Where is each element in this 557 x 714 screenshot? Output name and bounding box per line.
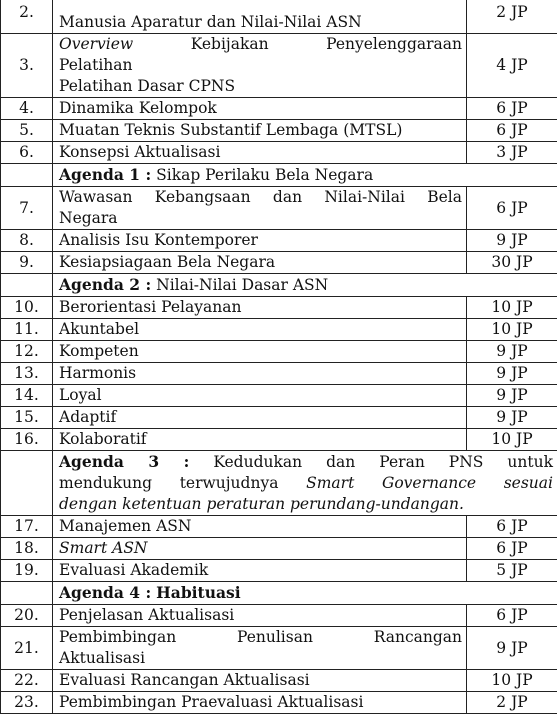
row-subject: Harmonis	[53, 363, 467, 385]
row-subject: Evaluasi Rancangan Aktualisasi	[53, 670, 467, 692]
agenda-row	[1, 274, 557, 297]
row-number: 8.	[1, 230, 53, 252]
row-subject: Wawasan Kebangsaan dan Nilai-Nilai Bela Negara	[53, 187, 467, 230]
table-row	[1, 560, 557, 582]
row-number: 9.	[1, 252, 53, 274]
row-number: 23.	[1, 692, 53, 714]
row-subject: Akuntabel	[53, 319, 467, 341]
row-subject: Overview Kebijakan Penyelenggaraan Pelatihan Pelatihan Dasar CPNS	[53, 34, 467, 98]
row-jp: 10 JP	[467, 319, 557, 341]
row-number: 14.	[1, 385, 53, 407]
row-subject: Analisis Isu Kontemporer	[53, 230, 467, 252]
row-jp: 9 JP	[467, 230, 557, 252]
table-row	[1, 516, 557, 538]
table-row	[1, 98, 557, 120]
row-number: 11.	[1, 319, 53, 341]
row-number: 18.	[1, 538, 53, 560]
row-subject: Kesiapsiagaan Bela Negara	[53, 252, 467, 274]
row-subject: Evaluasi Akademik	[53, 560, 467, 582]
row-subject: Penjelasan Aktualisasi	[53, 605, 467, 627]
row-subject: Dinamika Kelompok	[53, 98, 467, 120]
row-jp: 9 JP	[467, 341, 557, 363]
row-jp: 4 JP	[467, 34, 557, 98]
table-row	[1, 385, 557, 407]
agenda-heading: Agenda 2 : Nilai-Nilai Dasar ASN	[53, 274, 557, 297]
row-subject: Loyal	[53, 385, 467, 407]
row-number: 15.	[1, 407, 53, 429]
table-row	[1, 538, 557, 560]
row-subject: Manusia Aparatur dan Nilai-Nilai ASN	[53, 0, 467, 34]
row-number: 6.	[1, 142, 53, 164]
row-number: 20.	[1, 605, 53, 627]
row-jp: 10 JP	[467, 670, 557, 692]
row-subject: Berorientasi Pelayanan	[53, 297, 467, 319]
row-jp: 5 JP	[467, 560, 557, 582]
row-jp: 9 JP	[467, 385, 557, 407]
row-jp: 2 JP	[467, 692, 557, 714]
row-number: 10.	[1, 297, 53, 319]
table-row	[1, 341, 557, 363]
row-subject: Smart ASN	[53, 538, 467, 560]
table-row	[1, 297, 557, 319]
agenda-heading: Agenda 1 : Sikap Perilaku Bela Negara	[53, 164, 557, 187]
agenda-row	[1, 582, 557, 605]
row-jp: 6 JP	[467, 605, 557, 627]
row-jp: 6 JP	[467, 98, 557, 120]
agenda-number-cell	[1, 274, 53, 297]
table-row	[1, 319, 557, 341]
row-subject: Adaptif	[53, 407, 467, 429]
table-row	[1, 627, 557, 670]
row-number: 3.	[1, 34, 53, 98]
row-jp: 6 JP	[467, 187, 557, 230]
table-row	[1, 34, 557, 98]
row-subject: Muatan Teknis Substantif Lembaga (MTSL)	[53, 120, 467, 142]
table-row	[1, 429, 557, 451]
row-number: 22.	[1, 670, 53, 692]
row-number: 2.	[1, 0, 53, 34]
row-number: 12.	[1, 341, 53, 363]
row-number: 19.	[1, 560, 53, 582]
row-jp: 2 JP	[467, 0, 557, 34]
row-number: 21.	[1, 627, 53, 670]
row-jp: 10 JP	[467, 297, 557, 319]
agenda-number-cell	[1, 451, 53, 516]
row-number: 13.	[1, 363, 53, 385]
agenda-number-cell	[1, 582, 53, 605]
table-row	[1, 230, 557, 252]
agenda-row	[1, 451, 557, 516]
agenda-heading: Agenda 3 : Kedudukan dan Peran PNS untuk mendukung terwujudnya Smart Governance sesuai dengan ketentuan peraturan perundang-undangan.	[53, 451, 557, 516]
row-jp: 10 JP	[467, 429, 557, 451]
agenda-number-cell	[1, 164, 53, 187]
row-number: 4.	[1, 98, 53, 120]
table-row	[1, 142, 557, 164]
table-row	[1, 692, 557, 714]
row-number: 7.	[1, 187, 53, 230]
table-row	[1, 407, 557, 429]
table-row	[1, 0, 557, 34]
row-jp: 9 JP	[467, 407, 557, 429]
table-row	[1, 187, 557, 230]
row-jp: 6 JP	[467, 538, 557, 560]
table-row	[1, 605, 557, 627]
row-jp: 9 JP	[467, 627, 557, 670]
row-subject: Manajemen ASN	[53, 516, 467, 538]
row-jp: 3 JP	[467, 142, 557, 164]
table-row	[1, 252, 557, 274]
row-number: 17.	[1, 516, 53, 538]
table-row	[1, 120, 557, 142]
agenda-heading: Agenda 4 : Habituasi	[53, 582, 557, 605]
table-row	[1, 363, 557, 385]
row-number: 5.	[1, 120, 53, 142]
row-subject: Kolaboratif	[53, 429, 467, 451]
row-jp: 9 JP	[467, 363, 557, 385]
row-subject: Konsepsi Aktualisasi	[53, 142, 467, 164]
row-subject: Kompeten	[53, 341, 467, 363]
row-jp: 6 JP	[467, 516, 557, 538]
row-jp: 6 JP	[467, 120, 557, 142]
row-subject: Pembimbingan Praevaluasi Aktualisasi	[53, 692, 467, 714]
table-row	[1, 670, 557, 692]
row-number: 16.	[1, 429, 53, 451]
row-subject: Pembimbingan Penulisan Rancangan Aktualisasi	[53, 627, 467, 670]
row-jp: 30 JP	[467, 252, 557, 274]
agenda-row	[1, 164, 557, 187]
